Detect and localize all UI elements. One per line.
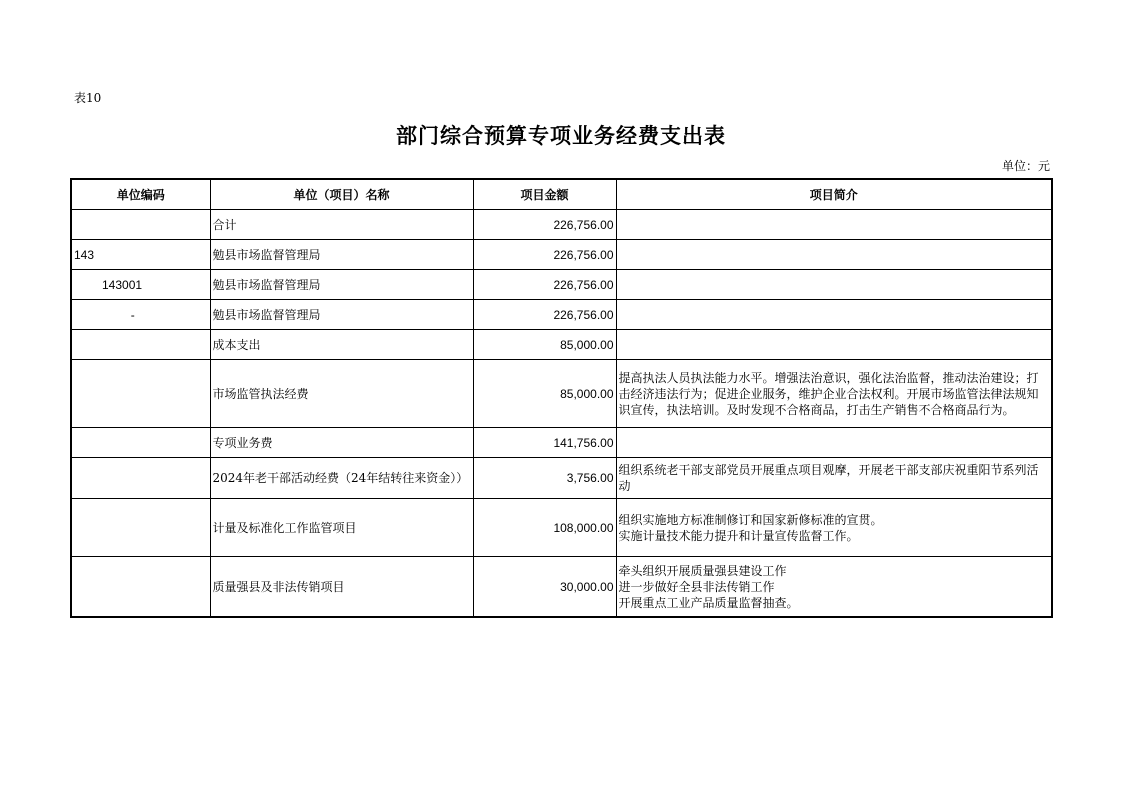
table-row xyxy=(71,499,1052,557)
cell-code: - xyxy=(71,300,210,330)
cell-code xyxy=(71,210,210,240)
budget-table xyxy=(70,178,1053,618)
cell-desc xyxy=(616,330,1052,360)
cell-amount: 226,756.00 xyxy=(473,300,616,330)
cell-code xyxy=(71,428,210,458)
table-header-row xyxy=(71,179,1052,210)
column-header-amount: 项目金额 xyxy=(473,179,616,210)
cell-name: 勉县市场监督管理局 xyxy=(210,300,473,330)
cell-amount: 141,756.00 xyxy=(473,428,616,458)
table-row xyxy=(71,270,1052,300)
cell-name: 市场监管执法经费 xyxy=(210,360,473,428)
table-row xyxy=(71,428,1052,458)
cell-name: 合计 xyxy=(210,210,473,240)
column-header-name: 单位（项目）名称 xyxy=(210,179,473,210)
cell-code: 143001 xyxy=(71,270,210,300)
cell-name: 专项业务费 xyxy=(210,428,473,458)
table-row xyxy=(71,360,1052,428)
table-number: 表10 xyxy=(74,91,102,105)
cell-desc xyxy=(616,300,1052,330)
table-row xyxy=(71,210,1052,240)
unit-label: 单位：元 xyxy=(1001,159,1050,173)
column-header-desc: 项目简介 xyxy=(616,179,1052,210)
page-title: 部门综合预算专项业务经费支出表 xyxy=(396,123,726,148)
cell-desc xyxy=(616,428,1052,458)
cell-desc xyxy=(616,240,1052,270)
cell-code xyxy=(71,360,210,428)
cell-name: 计量及标准化工作监管项目 xyxy=(210,499,473,557)
cell-desc: 牵头组织开展质量强县建设工作 进一步做好全县非法传销工作 开展重点工业产品质量监督抽查。 xyxy=(616,557,1052,618)
cell-amount: 85,000.00 xyxy=(473,330,616,360)
cell-code xyxy=(71,330,210,360)
cell-desc: 组织系统老干部支部党员开展重点项目观摩，开展老干部支部庆祝重阳节系列活动 xyxy=(616,458,1052,499)
cell-name: 勉县市场监督管理局 xyxy=(210,270,473,300)
column-header-code: 单位编码 xyxy=(71,179,210,210)
cell-desc xyxy=(616,270,1052,300)
cell-amount: 30,000.00 xyxy=(473,557,616,618)
cell-name: 成本支出 xyxy=(210,330,473,360)
table-row xyxy=(71,557,1052,618)
table-row xyxy=(71,330,1052,360)
cell-amount: 226,756.00 xyxy=(473,210,616,240)
table-row xyxy=(71,240,1052,270)
cell-code xyxy=(71,499,210,557)
cell-desc xyxy=(616,210,1052,240)
cell-amount: 108,000.00 xyxy=(473,499,616,557)
cell-code xyxy=(71,458,210,499)
cell-name: 2024年老干部活动经费（24年结转往来资金）） xyxy=(210,458,473,499)
cell-amount: 226,756.00 xyxy=(473,270,616,300)
cell-desc: 组织实施地方标准制修订和国家新修标准的宣贯。 实施计量技术能力提升和计量宣传监督工作。 xyxy=(616,499,1052,557)
cell-amount: 85,000.00 xyxy=(473,360,616,428)
cell-name: 勉县市场监督管理局 xyxy=(210,240,473,270)
cell-code: 143 xyxy=(71,240,210,270)
cell-code xyxy=(71,557,210,618)
cell-desc: 提高执法人员执法能力水平。增强法治意识，强化法治监督，推动法治建设；打击经济违法行为；促进企业服务，维护企业合法权利。开展市场监管法律法规知识宣传，执法培训。及时发现不合格商品，打击生产销售不合格商品行为。 xyxy=(616,360,1052,428)
table-row xyxy=(71,300,1052,330)
cell-name: 质量强县及非法传销项目 xyxy=(210,557,473,618)
cell-amount: 3,756.00 xyxy=(473,458,616,499)
cell-amount: 226,756.00 xyxy=(473,240,616,270)
table-row xyxy=(71,458,1052,499)
